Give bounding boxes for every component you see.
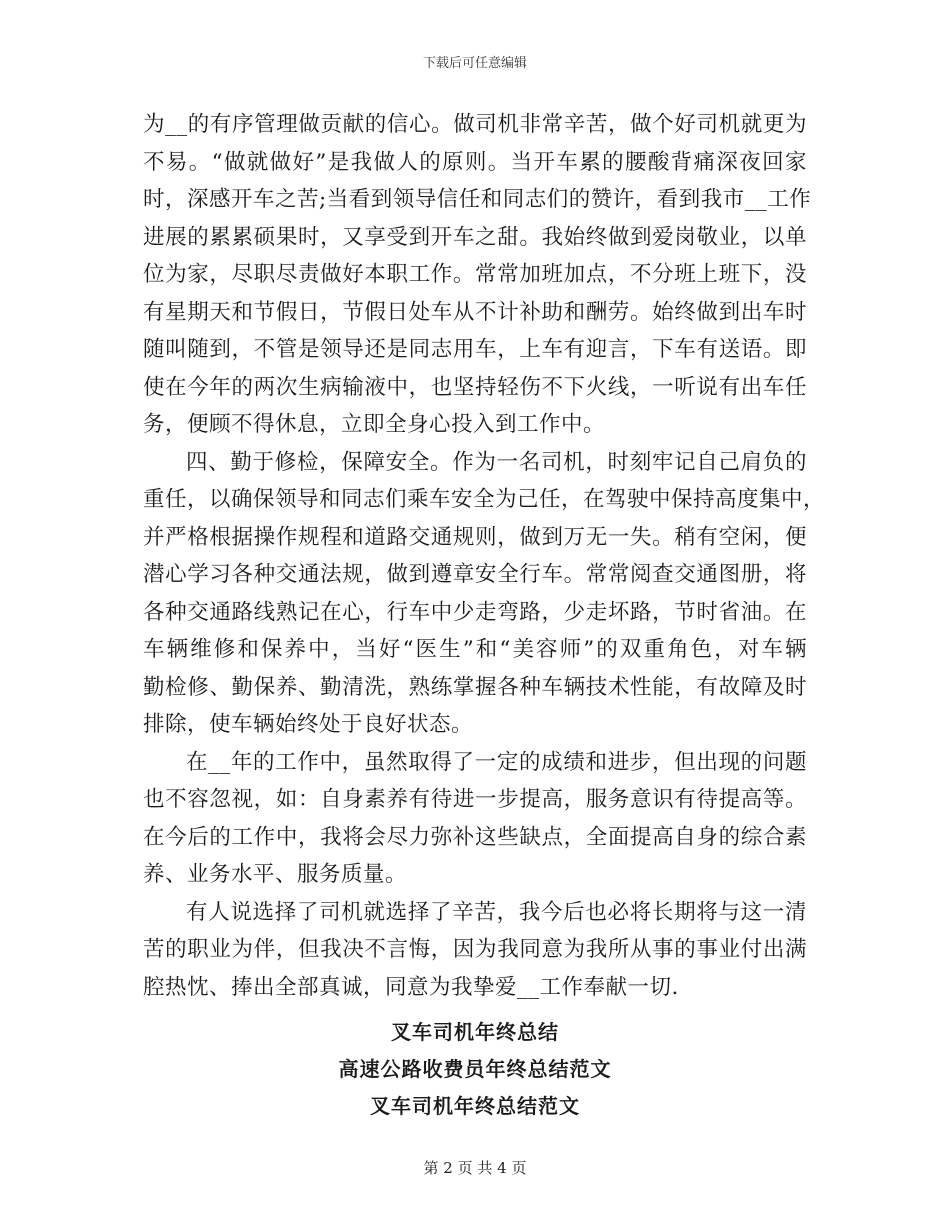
text-line: 各种交通路线熟记在心，行车中少走弯路，少走坏路，节时省油。在 [143, 599, 807, 625]
text-line: 有人说选择了司机就选择了辛苦，我今后也必将长期将与这一清 [186, 899, 807, 925]
related-titles [143, 1014, 807, 1125]
page-footer: 第 2 页 共 4 页 [423, 1159, 527, 1177]
text-line: 时，深感开车之苦;当看到领导信任和同志们的赞许，看到我市__工作 [143, 187, 812, 212]
paragraph [143, 106, 812, 444]
text-line: 四、勤于修检，保障安全。作为一名司机，时刻牢记自己肩负的 [186, 449, 807, 475]
text-line: 苦的职业为伴，但我决不言悔，因为我同意为我所从事的事业付出满 [143, 937, 807, 962]
page-header: 下载后可任意编辑 [422, 56, 527, 71]
text-line: 排除，使车辆始终处于良好状态。 [143, 712, 474, 737]
related-title: 高速公路收费员年终总结范文 [338, 1057, 612, 1081]
text-line: 潜心学习各种交通法规，做到遵章安全行车。常常阅查交通图册，将 [143, 562, 807, 587]
text-line: 随叫随到，不管是领导还是同志用车，上车有迎言，下车有送语。即 [143, 337, 807, 362]
paragraph [143, 444, 826, 744]
text-line: 使在今年的两次生病输液中，也坚持轻伤不下火线，一听说有出车任 [143, 374, 807, 400]
text-line: 在今后的工作中，我将会尽力弥补这些缺点，全面提高自身的综合素 [143, 824, 807, 850]
text-line: 重任，以确保领导和同志们乘车安全为己任，在驾驶中保持高度集中， [143, 487, 826, 512]
document-body [143, 106, 826, 1125]
text-line: 也不容忽视，如：自身素养有待进一步提高，服务意识有待提高等。 [143, 787, 807, 812]
text-line: 有星期天和节假日，节假日处车从不计补助和酬劳。始终做到出车时 [143, 299, 807, 325]
paragraph [143, 744, 807, 894]
text-line: 位为家，尽职尽责做好本职工作。常常加班加点，不分班上班下，没 [143, 262, 807, 287]
text-line: 并严格根据操作规程和道路交通规则，做到万无一失。稍有空闲，便 [143, 524, 807, 550]
text-line: 腔热忱、捧出全部真诚，同意为我挚爱__工作奉献一切. [143, 974, 679, 1000]
text-line: 养、业务水平、服务质量。 [143, 862, 408, 887]
text-line: 在__年的工作中，虽然取得了一定的成绩和进步，但出现的问题 [186, 749, 807, 775]
text-line: 勤检修、勤保养、勤清洗，熟练掌握各种车辆技术性能，有故障及时 [143, 674, 807, 700]
related-title: 叉车司机年终总结 [391, 1020, 559, 1044]
text-line: 为__的有序管理做贡献的信心。做司机非常辛苦，做个好司机就更为 [143, 112, 807, 137]
text-line: 车辆维修和保养中，当好“医生”和“美容师”的双重角色，对车辆 [143, 637, 807, 662]
text-line: 不易。“做就做好”是我做人的原则。当开车累的腰酸背痛深夜回家 [143, 149, 807, 175]
text-line: 务，便顾不得休息，立即全身心投入到工作中。 [143, 412, 606, 437]
paragraph [143, 894, 807, 1007]
related-title: 叉车司机年终总结范文 [370, 1094, 580, 1118]
text-line: 进展的累累硕果时，又享受到开车之甜。我始终做到爱岗敬业，以单 [143, 224, 807, 250]
